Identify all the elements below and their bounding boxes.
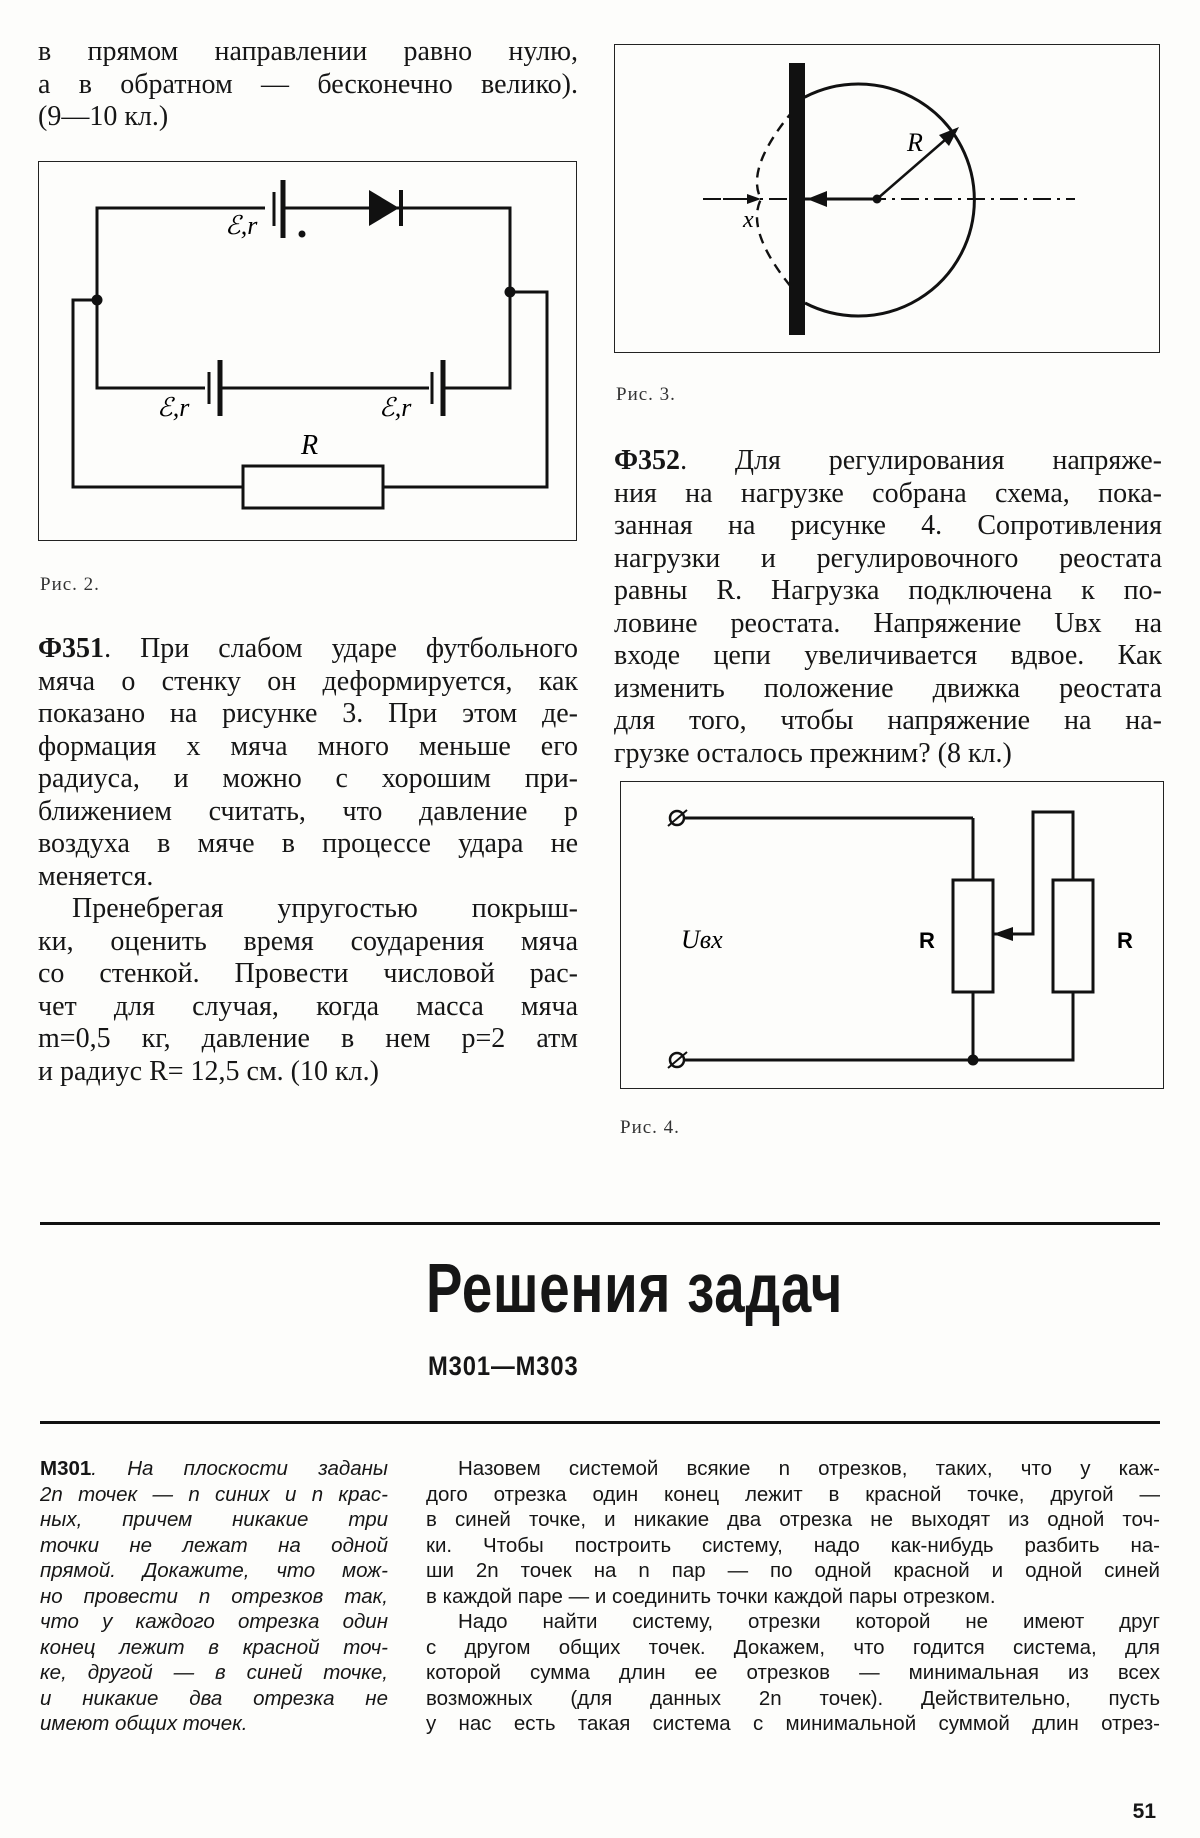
- text-line: нагрузки и регулировочного реостата: [614, 542, 1162, 574]
- text-line: но провести n отрезков так,: [40, 1584, 388, 1608]
- text-line: грузке осталось прежним? (8 кл.): [614, 737, 1012, 769]
- text-line: и никакие два отрезка не: [40, 1686, 388, 1710]
- figure-3-caption: Рис. 3.: [616, 384, 676, 405]
- text-line: с другом общих точек. Докажем, что годится система, для: [426, 1635, 1160, 1659]
- label-source-right: ℰ,r: [379, 393, 412, 422]
- solution-m301: [426, 1456, 1160, 1737]
- text-line: возможных (для данных 2n точек). Действительно, пусть: [426, 1686, 1160, 1710]
- junction-dot: [92, 295, 103, 306]
- text-line: равны R. Нагрузка подключена к по-: [614, 575, 1162, 606]
- text-line: ке, другой — в синей точке,: [40, 1661, 388, 1684]
- text-line: в прямом направлении равно нулю,: [38, 36, 578, 67]
- figure-4-caption: Рис. 4.: [620, 1117, 680, 1138]
- figure-2-caption: Рис. 2.: [40, 574, 100, 595]
- text-line: у нас есть такая система с минимальной суммой длин отрез-: [426, 1712, 1160, 1735]
- text-line: ближением считать, что давление p: [38, 795, 578, 827]
- label-source-left: ℰ,r: [157, 393, 190, 422]
- problem-m301: [40, 1456, 388, 1737]
- section-title: Решения задач: [426, 1249, 844, 1327]
- problem-id: Ф351: [38, 633, 105, 664]
- label-input-voltage: Uвх: [681, 925, 723, 954]
- text-line: чет для случая, когда масса мяча: [38, 990, 578, 1022]
- text-line: Пренебрегая упругостью покрыш-: [72, 893, 578, 924]
- text-line: меняется.: [38, 860, 154, 892]
- circuit-diagram: [39, 162, 576, 540]
- text-line: имеют общих точек.: [40, 1712, 248, 1735]
- text-line: ловине реостата. Напряжение Uвх на: [614, 607, 1162, 639]
- figure-2-circuit: [38, 161, 577, 541]
- top-left-text: [38, 36, 578, 134]
- text-line: ки, оценить время соударения мяча: [38, 925, 578, 957]
- text-line: со стенкой. Провести числовой рас-: [38, 958, 578, 989]
- text-line: Надо найти систему, отрезки которой не имеют друг: [458, 1610, 1160, 1633]
- text-line: точки не лежат на одной: [40, 1533, 388, 1557]
- text-line: что у каждого отрезка один: [40, 1610, 388, 1633]
- text-line: прямой. Докажите, что мож-: [40, 1559, 388, 1582]
- label-load: R: [1117, 928, 1133, 953]
- junction-dot: [968, 1055, 979, 1066]
- problem-f352: [614, 445, 1162, 770]
- text-line: m=0,5 кг, давление в нем p=2 атм: [38, 1023, 578, 1054]
- label-resistor: R: [301, 430, 319, 461]
- problem-id: М301: [40, 1457, 92, 1480]
- text-line: радиуса, и можно с хорошим при-: [38, 763, 578, 794]
- label-deformation: x: [743, 207, 754, 233]
- figure-3-ball: [614, 44, 1160, 353]
- text-line: . При слабом ударе футбольного: [104, 633, 578, 664]
- ball-diagram: [615, 45, 1159, 352]
- diode-symbol: [369, 190, 399, 226]
- text-line: входе цепи увеличивается вдвое. Как: [614, 640, 1162, 671]
- text-line: ки. Чтобы построить систему, надо как-нибудь разбить на-: [426, 1533, 1160, 1557]
- text-line: Назовем системой всякие n отрезков, таких, что у каж-: [458, 1457, 1160, 1480]
- page-number: 51: [1132, 1800, 1156, 1823]
- text-line: занная на рисунке 4. Сопротивления: [614, 510, 1162, 541]
- label-source-top: ℰ,r: [225, 211, 258, 240]
- text-line: изменить положение движка реостата: [614, 672, 1162, 704]
- text-line: а в обратном — бесконечно велико).: [38, 68, 578, 100]
- text-line: . На плоскости заданы: [91, 1457, 388, 1480]
- text-line: и радиус R= 12,5 см. (10 кл.): [38, 1055, 379, 1087]
- text-line: конец лежит в красной точ-: [40, 1635, 388, 1659]
- text-line: формация x мяча много меньше его: [38, 730, 578, 762]
- text-line: дого отрезка один конец лежит в красной точке, другой —: [426, 1482, 1160, 1506]
- text-line: в синей точке, и никакие два отрезка не выходят из одной точ-: [426, 1508, 1160, 1531]
- text-line: ных, причем никакие три: [40, 1508, 388, 1531]
- label-radius: R: [907, 128, 923, 157]
- divider-rule: [40, 1421, 1160, 1424]
- junction-dot: [505, 287, 516, 298]
- text-line: для того, чтобы напряжение на на-: [614, 705, 1162, 736]
- label-rheostat: R: [919, 928, 935, 953]
- problem-f351: [38, 633, 578, 1088]
- section-subtitle: М301—М303: [428, 1351, 579, 1381]
- text-line: мяча о стенку он деформируется, как: [38, 665, 578, 697]
- figure-4-rheostat: [620, 781, 1164, 1089]
- problem-id: Ф352: [614, 445, 681, 476]
- text-line: ши 2n точек на n пар — по одной красной и одной синей: [426, 1559, 1160, 1582]
- text-line: . Для регулирования напряже-: [680, 445, 1162, 476]
- text-line: которой сумма длин ее отрезков — минимальная из всех: [426, 1661, 1160, 1684]
- text-line: 2n точек — n синих и n крас-: [40, 1482, 388, 1506]
- text-line: ния на нагрузке собрана схема, пока-: [614, 477, 1162, 509]
- divider-rule: [40, 1222, 1160, 1225]
- text-line: в каждой паре — и соединить точки каждой пары отрезком.: [426, 1584, 996, 1608]
- text-line: (9—10 кл.): [38, 101, 169, 132]
- text-line: показано на рисунке 3. При этом де-: [38, 698, 578, 729]
- rheostat-circuit: [621, 782, 1163, 1088]
- text-line: воздуха в мяче в процессе удара не: [38, 828, 578, 859]
